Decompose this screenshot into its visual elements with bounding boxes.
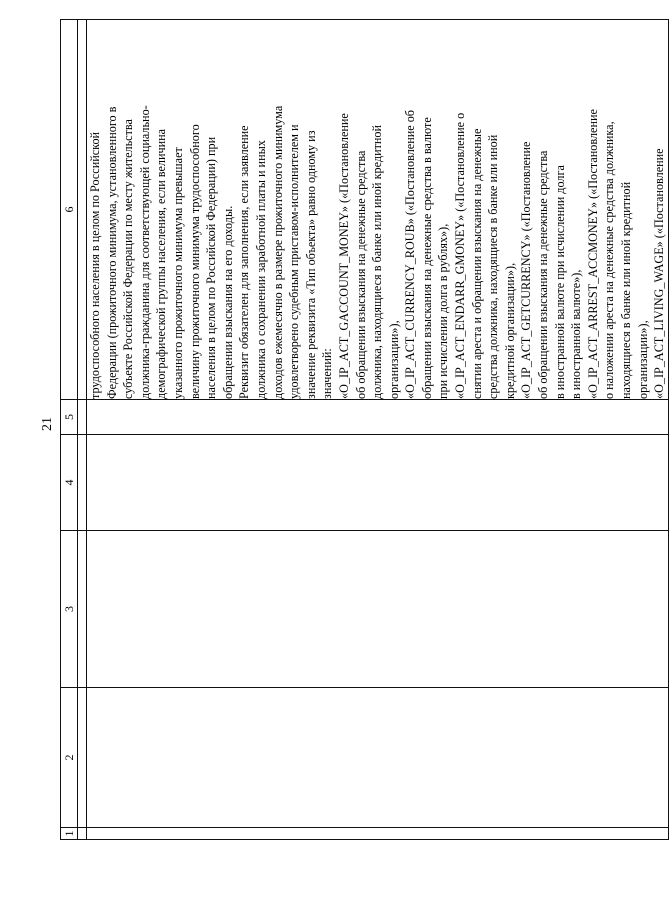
header-col-2: 2	[61, 688, 78, 828]
description-line: при исчислении долга в рублях»),	[436, 223, 451, 399]
spacer-cell	[78, 688, 87, 828]
header-col-1: 1	[61, 828, 78, 840]
table-header-row	[61, 20, 78, 840]
description-line: значений:	[320, 348, 335, 399]
description-line: о наложении ареста на денежные средства должника,	[602, 121, 617, 399]
description-line: значение реквизита «Тип объекта» равно одному из	[303, 130, 318, 399]
description-line: субъекте Российской Федерации по месту жительства	[121, 119, 136, 399]
cell-col-1	[87, 828, 669, 840]
description-line: обращении взыскания на денежные средства в валюте	[419, 117, 434, 399]
description-line: об обращении взыскания на денежные средства	[536, 150, 551, 399]
description-line: населения в целом по Российской Федерации) при	[204, 136, 219, 399]
spacer-cell	[78, 20, 87, 400]
description-line: указанного прожиточного минимума превышает	[170, 147, 185, 399]
description-line: в иностранной валюте при исчислении долга	[552, 165, 567, 399]
description-line: об обращении взыскания на денежные средства	[353, 150, 368, 399]
description-line: «O_IP_ACT_LIVING_WAGE» («Постановление	[652, 148, 667, 399]
header-col-5: 5	[61, 400, 78, 435]
description-line: «O_IP_ACT_ENDARR_GMONEY» («Постановление о	[453, 112, 468, 399]
description-line: в иностранной валюте»),	[569, 269, 584, 399]
description-line: Реквизит обязателен для заполнения, если заявление	[237, 125, 252, 399]
description-line: должника, находящиеся в банке или иной кредитной	[370, 124, 385, 399]
description-line: «O_IP_ACT_GETCURRENCY» («Постановление	[519, 141, 534, 399]
header-col-4: 4	[61, 435, 78, 531]
cell-col-4	[87, 435, 669, 531]
cell-col-6-description	[87, 20, 669, 400]
header-col-3: 3	[61, 531, 78, 688]
description-line: снятии ареста и обращении взыскания на денежные	[469, 128, 484, 399]
requisites-table	[60, 19, 669, 840]
description-line: обращении взыскания на его доходы.	[220, 205, 235, 399]
rotated-table-container	[60, 20, 667, 840]
description-line: «O_IP_ACT_CURRENCY_ROUB» («Постановление об	[403, 110, 418, 399]
description-line: демографической группы населения, если величина	[154, 128, 169, 399]
description-line: Федерации (прожиточного минимума, установленного в	[104, 106, 119, 399]
spacer-cell	[78, 400, 87, 435]
description-line: трудоспособного населения в целом по Российской	[88, 131, 102, 399]
spacer-cell	[78, 531, 87, 688]
spacer-cell	[78, 435, 87, 531]
description-line: должника-гражданина для соответствующей социально-	[137, 105, 152, 399]
cell-col-5	[87, 400, 669, 435]
cell-col-3	[87, 531, 669, 688]
table-spacer-row	[78, 20, 87, 840]
header-col-6: 6	[61, 20, 78, 400]
description-line: доходов ежемесячно в размере прожиточного минимума	[270, 105, 285, 399]
description-line: «O_IP_ACT_ARREST_ACCMONEY» («Постановление	[585, 109, 600, 399]
page-number: 21	[40, 417, 55, 431]
description-line: удовлетворено судебным приставом-исполнителем и	[287, 124, 302, 399]
description-line: организации»),	[635, 320, 650, 399]
description-line: организации»),	[386, 320, 401, 399]
description-line: должника о сохранении заработной платы и иных	[253, 140, 268, 399]
description-line: средства должника, находящиеся в банке или иной	[486, 134, 501, 399]
description-line: находящиеся в банке или иной кредитной	[619, 181, 633, 399]
spacer-cell	[78, 828, 87, 840]
description-line: величину прожиточного минимума трудоспособного	[187, 124, 202, 399]
cell-col-2	[87, 688, 669, 828]
description-line: «O_IP_ACT_GACCOUNT_MONEY» («Постановление	[336, 113, 351, 399]
description-line: кредитной организации»),	[502, 262, 517, 399]
table-row	[87, 20, 669, 840]
